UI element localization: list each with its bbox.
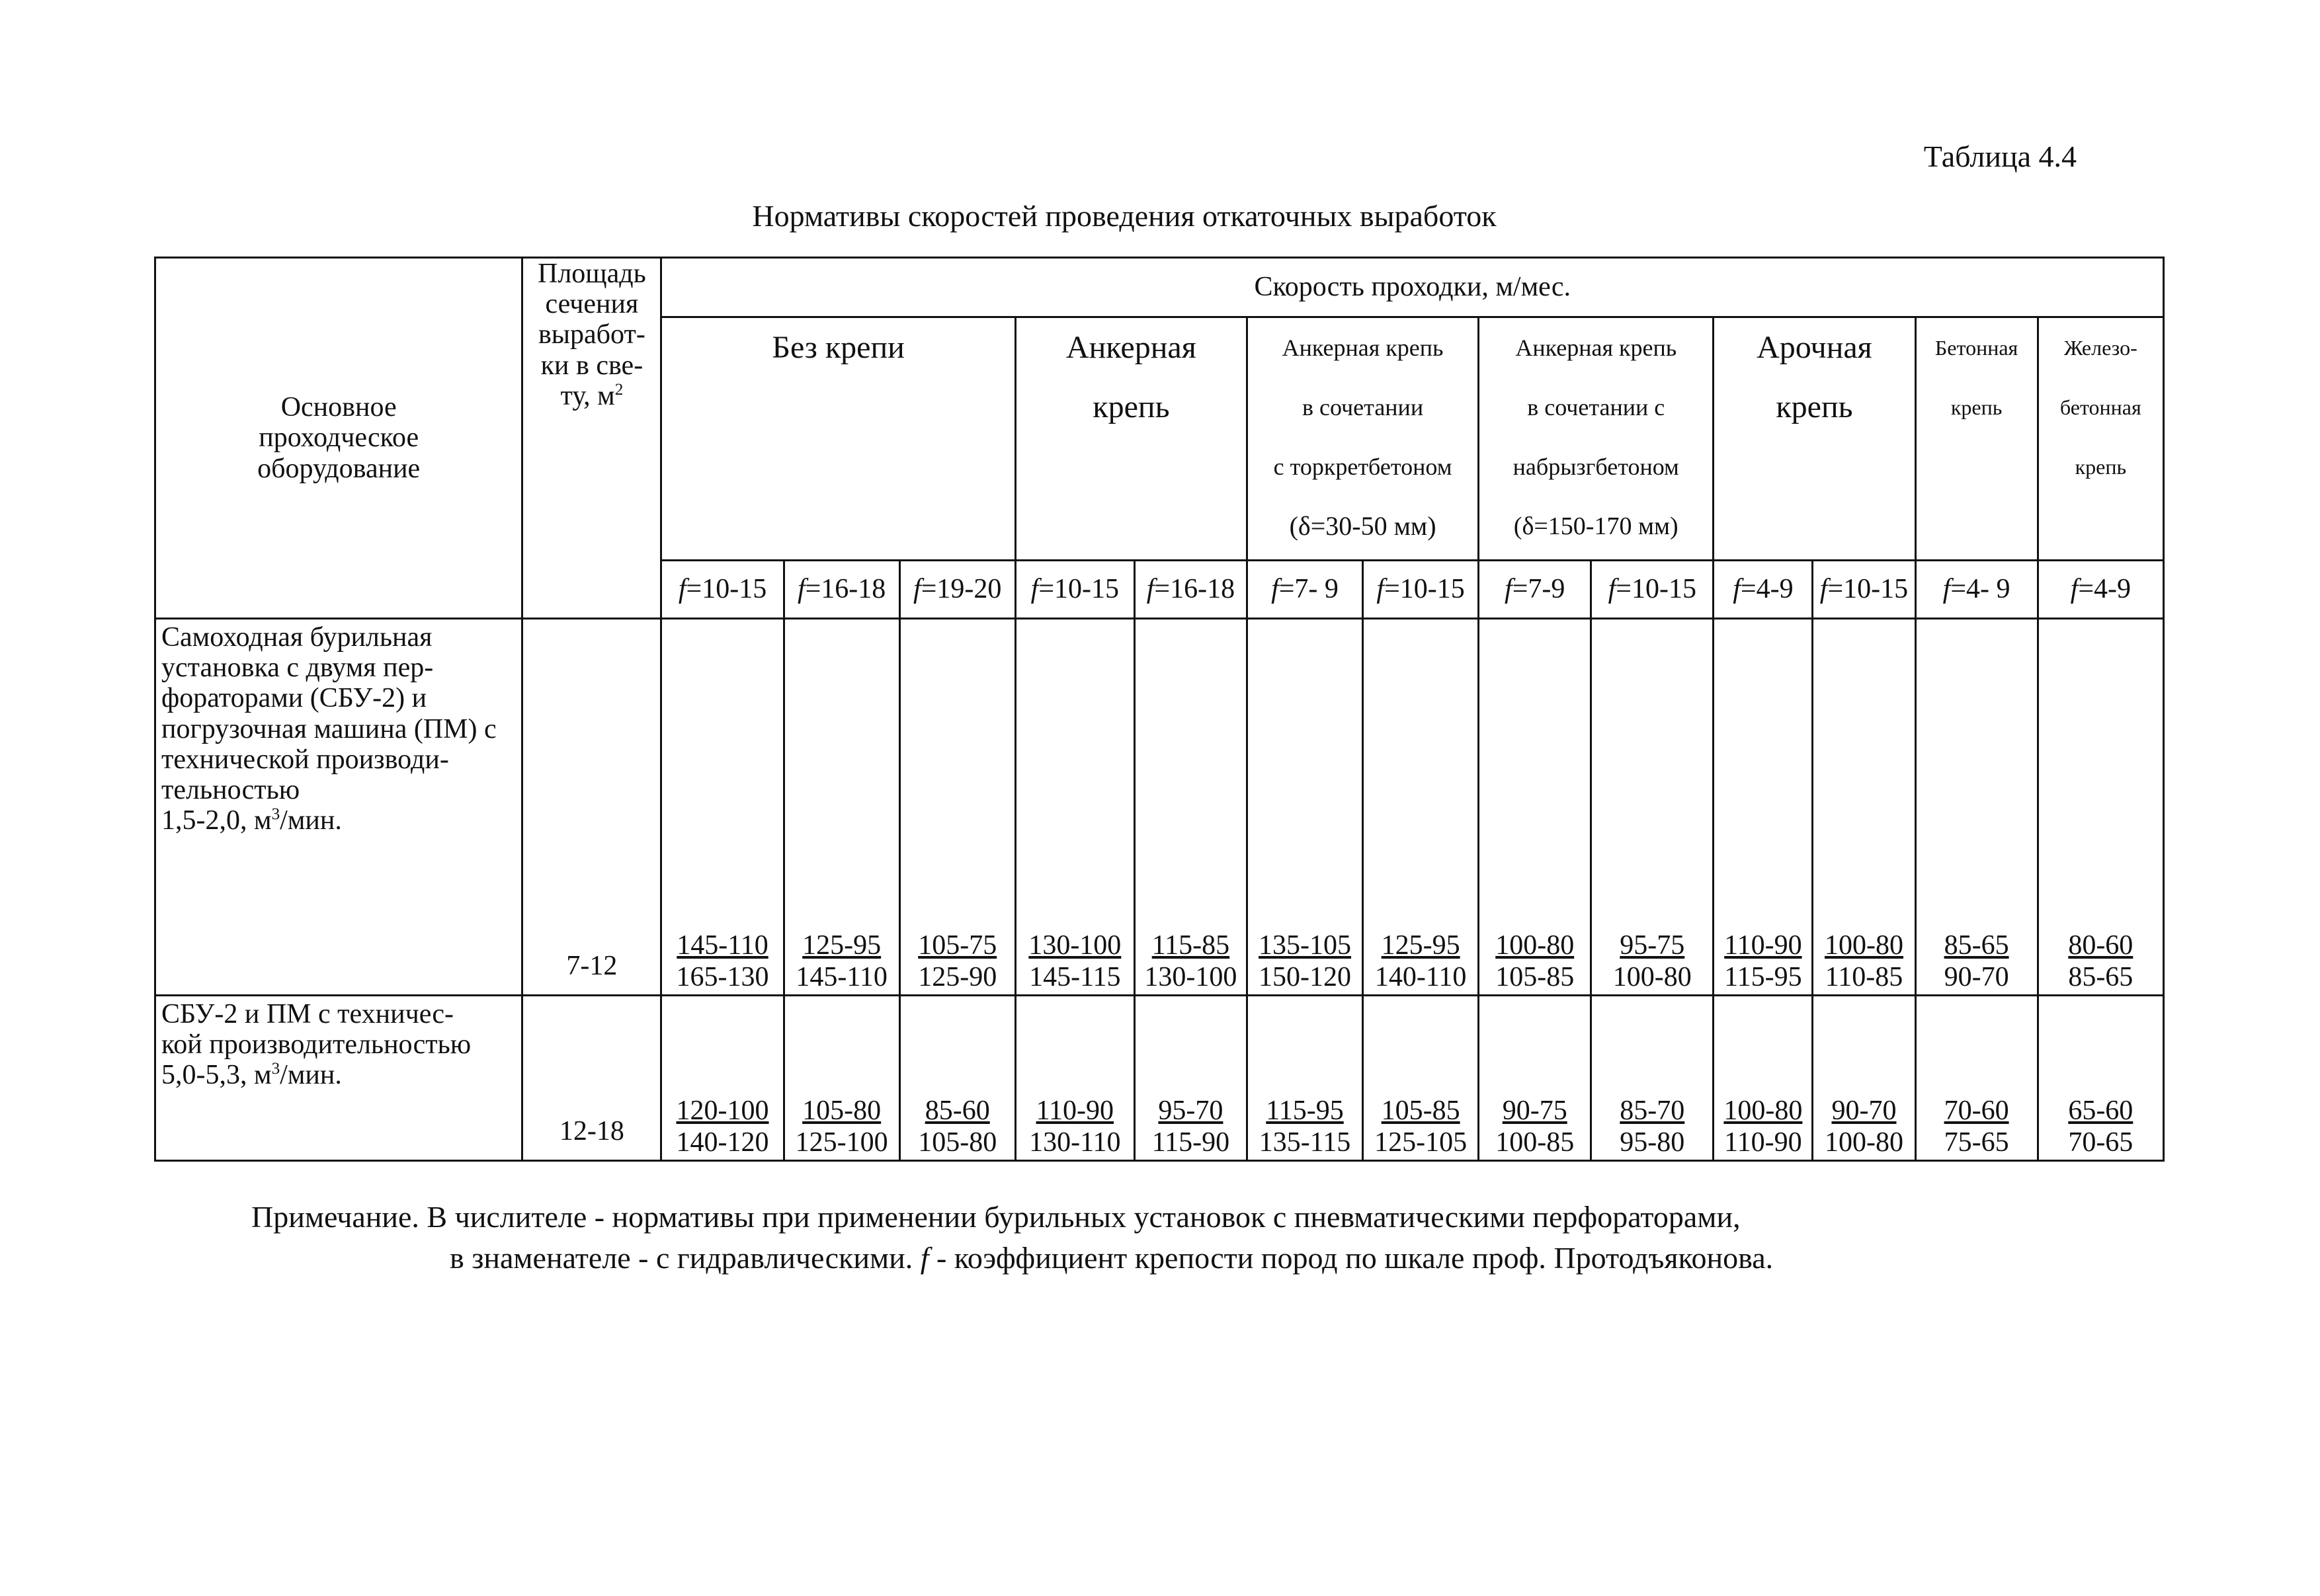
value-cell	[1915, 619, 2038, 996]
f-cell	[1591, 561, 1714, 619]
f-symbol: f	[1376, 574, 1385, 605]
equipment-header-line: оборудование	[257, 453, 421, 484]
value-denominator: 75-65	[1944, 1127, 2009, 1158]
f-range: =19-20	[921, 574, 1002, 605]
f-range: =16-18	[1154, 574, 1235, 605]
value-cell	[1915, 996, 2038, 1161]
value-numerator: 100-80	[1723, 1096, 1803, 1126]
group-line: крепь	[1093, 389, 1170, 424]
table-title: Нормативы скоростей проведения откаточных выработок	[752, 199, 1497, 233]
note-text: в знаменателе - с гидравлическими.	[450, 1241, 921, 1275]
f-cell	[1363, 561, 1479, 619]
header-row-1	[155, 258, 2164, 317]
f-cell	[1015, 561, 1134, 619]
f-range: =16-18	[805, 574, 886, 605]
value-cell	[784, 996, 899, 1161]
value-numerator: 80-60	[2068, 930, 2134, 961]
value-cell	[1591, 619, 1714, 996]
f-cell	[1479, 561, 1591, 619]
f-cell	[1247, 561, 1362, 619]
group-line: (δ=150-170 мм)	[1513, 512, 1678, 540]
equipment-label-text: 5,0-5,3, м	[161, 1060, 272, 1091]
group-line: крепь	[2075, 455, 2127, 479]
value-cell	[1813, 996, 1915, 1161]
f-symbol: f	[913, 574, 921, 605]
f-range: =10-15	[1616, 574, 1696, 605]
f-symbol: f	[678, 574, 686, 605]
group-line: Анкерная крепь	[1515, 335, 1677, 361]
equipment-label-line: погрузочная машина (ПМ) с	[161, 713, 497, 744]
equipment-label-line: кой производительностью	[161, 1029, 472, 1060]
f-range: =4-9	[2078, 574, 2131, 605]
f-range: =10-15	[686, 574, 767, 605]
value-numerator: 105-85	[1381, 1096, 1460, 1126]
f-symbol: f	[2070, 574, 2079, 605]
value-cell	[1247, 996, 1362, 1161]
value-denominator: 115-95	[1724, 962, 1802, 992]
equipment-header-line: Основное	[280, 392, 397, 423]
value-cell	[1363, 996, 1479, 1161]
value-denominator: 150-120	[1259, 962, 1352, 992]
f-symbol: f	[797, 574, 806, 605]
f-symbol: f	[1030, 574, 1039, 605]
equipment-label-sup: 3	[271, 805, 280, 824]
value-numerator: 105-80	[802, 1096, 882, 1126]
value-numerator: 115-95	[1266, 1096, 1344, 1126]
group-reinforced-concrete	[2038, 317, 2163, 561]
group-line: набрызгбетоном	[1512, 454, 1679, 480]
value-cell	[1714, 619, 1813, 996]
group-line: (δ=30-50 мм)	[1289, 511, 1436, 541]
value-numerator: 90-70	[1831, 1096, 1897, 1126]
area-header	[522, 258, 661, 619]
value-numerator: 130-100	[1028, 930, 1122, 961]
value-denominator: 140-120	[676, 1127, 769, 1158]
equipment-label-sup: 3	[271, 1060, 280, 1078]
value-denominator: 130-110	[1029, 1127, 1121, 1158]
f-cell	[1134, 561, 1247, 619]
note-text: - коэффициент крепости пород по шкале проф. Протодъяконова.	[929, 1241, 1774, 1275]
group-line: Железо-	[2063, 336, 2137, 360]
value-cell	[661, 996, 784, 1161]
value-denominator: 95-80	[1620, 1127, 1685, 1158]
value-cell	[1714, 996, 1813, 1161]
value-cell	[1134, 996, 1247, 1161]
group-line: бетонная	[2059, 395, 2141, 419]
f-range: =7- 9	[1278, 574, 1339, 605]
equipment-label-line	[161, 805, 516, 836]
f-symbol: f	[1271, 574, 1279, 605]
equipment-label-text: 1,5-2,0, м	[161, 805, 272, 836]
note-f-symbol: f	[920, 1241, 929, 1275]
area-header-line: сечения	[545, 289, 639, 320]
value-numerator: 95-75	[1620, 930, 1685, 961]
area-header-line: Площадь	[538, 259, 646, 289]
group-line: крепь	[1776, 389, 1853, 424]
value-cell	[2038, 996, 2163, 1161]
equipment-label-line	[161, 1060, 516, 1090]
value-numerator: 85-65	[1944, 930, 2009, 961]
note-line-2	[251, 1238, 1971, 1279]
value-cell	[1015, 996, 1134, 1161]
group-line: Арочная	[1757, 330, 1872, 365]
table-row	[155, 996, 2164, 1161]
value-denominator: 105-85	[1495, 962, 1575, 992]
group-concrete	[1915, 317, 2038, 561]
value-numerator: 85-70	[1620, 1096, 1685, 1126]
value-numerator: 115-85	[1151, 930, 1230, 961]
value-cell	[1591, 996, 1714, 1161]
f-range: =4-9	[1740, 574, 1794, 605]
value-denominator: 140-110	[1374, 962, 1467, 992]
f-symbol: f	[1608, 574, 1616, 605]
equipment-header-line: проходческое	[259, 422, 419, 454]
value-cell	[661, 619, 784, 996]
group-arch	[1714, 317, 1915, 561]
f-range: =7-9	[1512, 574, 1565, 605]
value-numerator: 95-70	[1158, 1096, 1223, 1126]
equipment-label-tail: /мин.	[280, 805, 342, 836]
area-header-sup: 2	[614, 380, 624, 399]
f-symbol: f	[1942, 574, 1951, 605]
value-denominator: 135-115	[1259, 1127, 1351, 1158]
f-symbol: f	[1146, 574, 1155, 605]
f-cell	[1915, 561, 2038, 619]
f-cell	[899, 561, 1015, 619]
value-numerator: 100-80	[1824, 930, 1903, 961]
value-denominator: 90-70	[1944, 962, 2009, 992]
value-numerator: 100-80	[1495, 930, 1575, 961]
value-numerator: 85-60	[925, 1096, 990, 1126]
group-no-support	[661, 317, 1015, 561]
value-numerator: 145-110	[677, 930, 768, 961]
value-denominator: 110-90	[1724, 1127, 1802, 1158]
f-cell	[661, 561, 784, 619]
area-header-line: выработ-	[538, 319, 645, 350]
value-denominator: 115-90	[1151, 1127, 1230, 1158]
area-value: 12-18	[522, 996, 661, 1161]
value-numerator: 110-90	[1724, 930, 1802, 961]
group-anchor	[1015, 317, 1247, 561]
f-range: =10-15	[1827, 574, 1909, 605]
group-line: в сочетании с	[1527, 394, 1665, 420]
value-denominator: 85-65	[2068, 962, 2134, 992]
table-row	[155, 619, 2164, 996]
f-range: =10-15	[1384, 574, 1465, 605]
group-line: Анкерная крепь	[1282, 335, 1444, 361]
f-range: =4- 9	[1950, 574, 2010, 605]
value-cell	[1247, 619, 1362, 996]
value-cell	[899, 619, 1015, 996]
equipment-label-line: СБУ-2 и ПМ с техничес-	[161, 999, 454, 1029]
value-cell	[1015, 619, 1134, 996]
value-cell	[1134, 619, 1247, 996]
value-denominator: 145-115	[1029, 962, 1121, 992]
f-symbol: f	[1505, 574, 1512, 605]
f-range: =10-15	[1038, 574, 1119, 605]
table-number: Таблица 4.4	[1923, 140, 2077, 173]
f-symbol: f	[1819, 574, 1828, 605]
equipment-label	[155, 619, 522, 996]
area-header-line: ки в све-	[540, 350, 643, 381]
value-numerator: 90-75	[1502, 1096, 1567, 1126]
value-numerator: 120-100	[676, 1096, 769, 1126]
f-cell	[1714, 561, 1813, 619]
value-numerator: 135-105	[1259, 930, 1352, 961]
value-denominator: 125-100	[795, 1127, 888, 1158]
area-header-line	[523, 381, 660, 411]
value-numerator: 125-95	[802, 930, 882, 961]
value-cell	[1363, 619, 1479, 996]
equipment-label-tail: /мин.	[280, 1060, 342, 1091]
value-denominator: 100-85	[1495, 1127, 1575, 1158]
value-denominator: 165-130	[676, 962, 769, 992]
norms-table	[154, 257, 2165, 1162]
f-symbol: f	[1733, 574, 1741, 605]
value-cell	[2038, 619, 2163, 996]
equipment-label-line: установка с двумя пер-	[161, 653, 434, 684]
group-line: крепь	[1950, 395, 2003, 419]
value-numerator: 105-75	[918, 930, 997, 961]
value-cell	[1813, 619, 1915, 996]
equipment-label-line: технической производи-	[161, 744, 449, 775]
value-numerator: 125-95	[1381, 930, 1460, 961]
group-anchor-shotcrete	[1247, 317, 1478, 561]
group-anchor-sprayed-concrete	[1479, 317, 1714, 561]
value-denominator: 125-105	[1374, 1127, 1468, 1158]
group-line: в сочетании	[1302, 394, 1424, 420]
value-cell	[1479, 619, 1591, 996]
equipment-label-line: Самоходная бурильная	[161, 622, 433, 653]
f-cell	[1813, 561, 1915, 619]
value-denominator: 100-80	[1612, 962, 1692, 992]
equipment-label	[155, 996, 522, 1161]
group-line: Без крепи	[772, 330, 905, 365]
value-numerator: 70-60	[1944, 1096, 2009, 1126]
value-denominator: 125-90	[918, 962, 997, 992]
value-denominator: 100-80	[1824, 1127, 1903, 1158]
value-cell	[1479, 996, 1591, 1161]
note-line-1: Примечание. В числителе - нормативы при применении бурильных установок с пневматическими перфораторами,	[251, 1200, 1741, 1234]
value-denominator: 130-100	[1144, 962, 1237, 992]
area-header-text: ту, м	[560, 380, 615, 411]
value-denominator: 110-85	[1825, 962, 1903, 992]
value-cell	[784, 619, 899, 996]
value-denominator: 145-110	[796, 962, 888, 992]
f-cell	[2038, 561, 2163, 619]
group-line: Анкерная	[1065, 330, 1196, 365]
value-denominator: 70-65	[2068, 1127, 2134, 1158]
speed-header: Скорость проходки, м/мес.	[661, 258, 2164, 317]
value-numerator: 110-90	[1036, 1096, 1114, 1126]
equipment-label-line: тельностью	[161, 774, 300, 805]
value-numerator: 65-60	[2068, 1096, 2134, 1126]
group-line: Бетонная	[1934, 336, 2018, 360]
f-cell	[784, 561, 899, 619]
value-denominator: 105-80	[918, 1127, 997, 1158]
value-cell	[899, 996, 1015, 1161]
table-note	[251, 1197, 1971, 1279]
equipment-header	[155, 258, 522, 619]
equipment-label-line: фораторами (СБУ-2) и	[161, 683, 427, 714]
group-line: с торкретбетоном	[1273, 454, 1452, 480]
area-value: 7-12	[522, 619, 661, 996]
